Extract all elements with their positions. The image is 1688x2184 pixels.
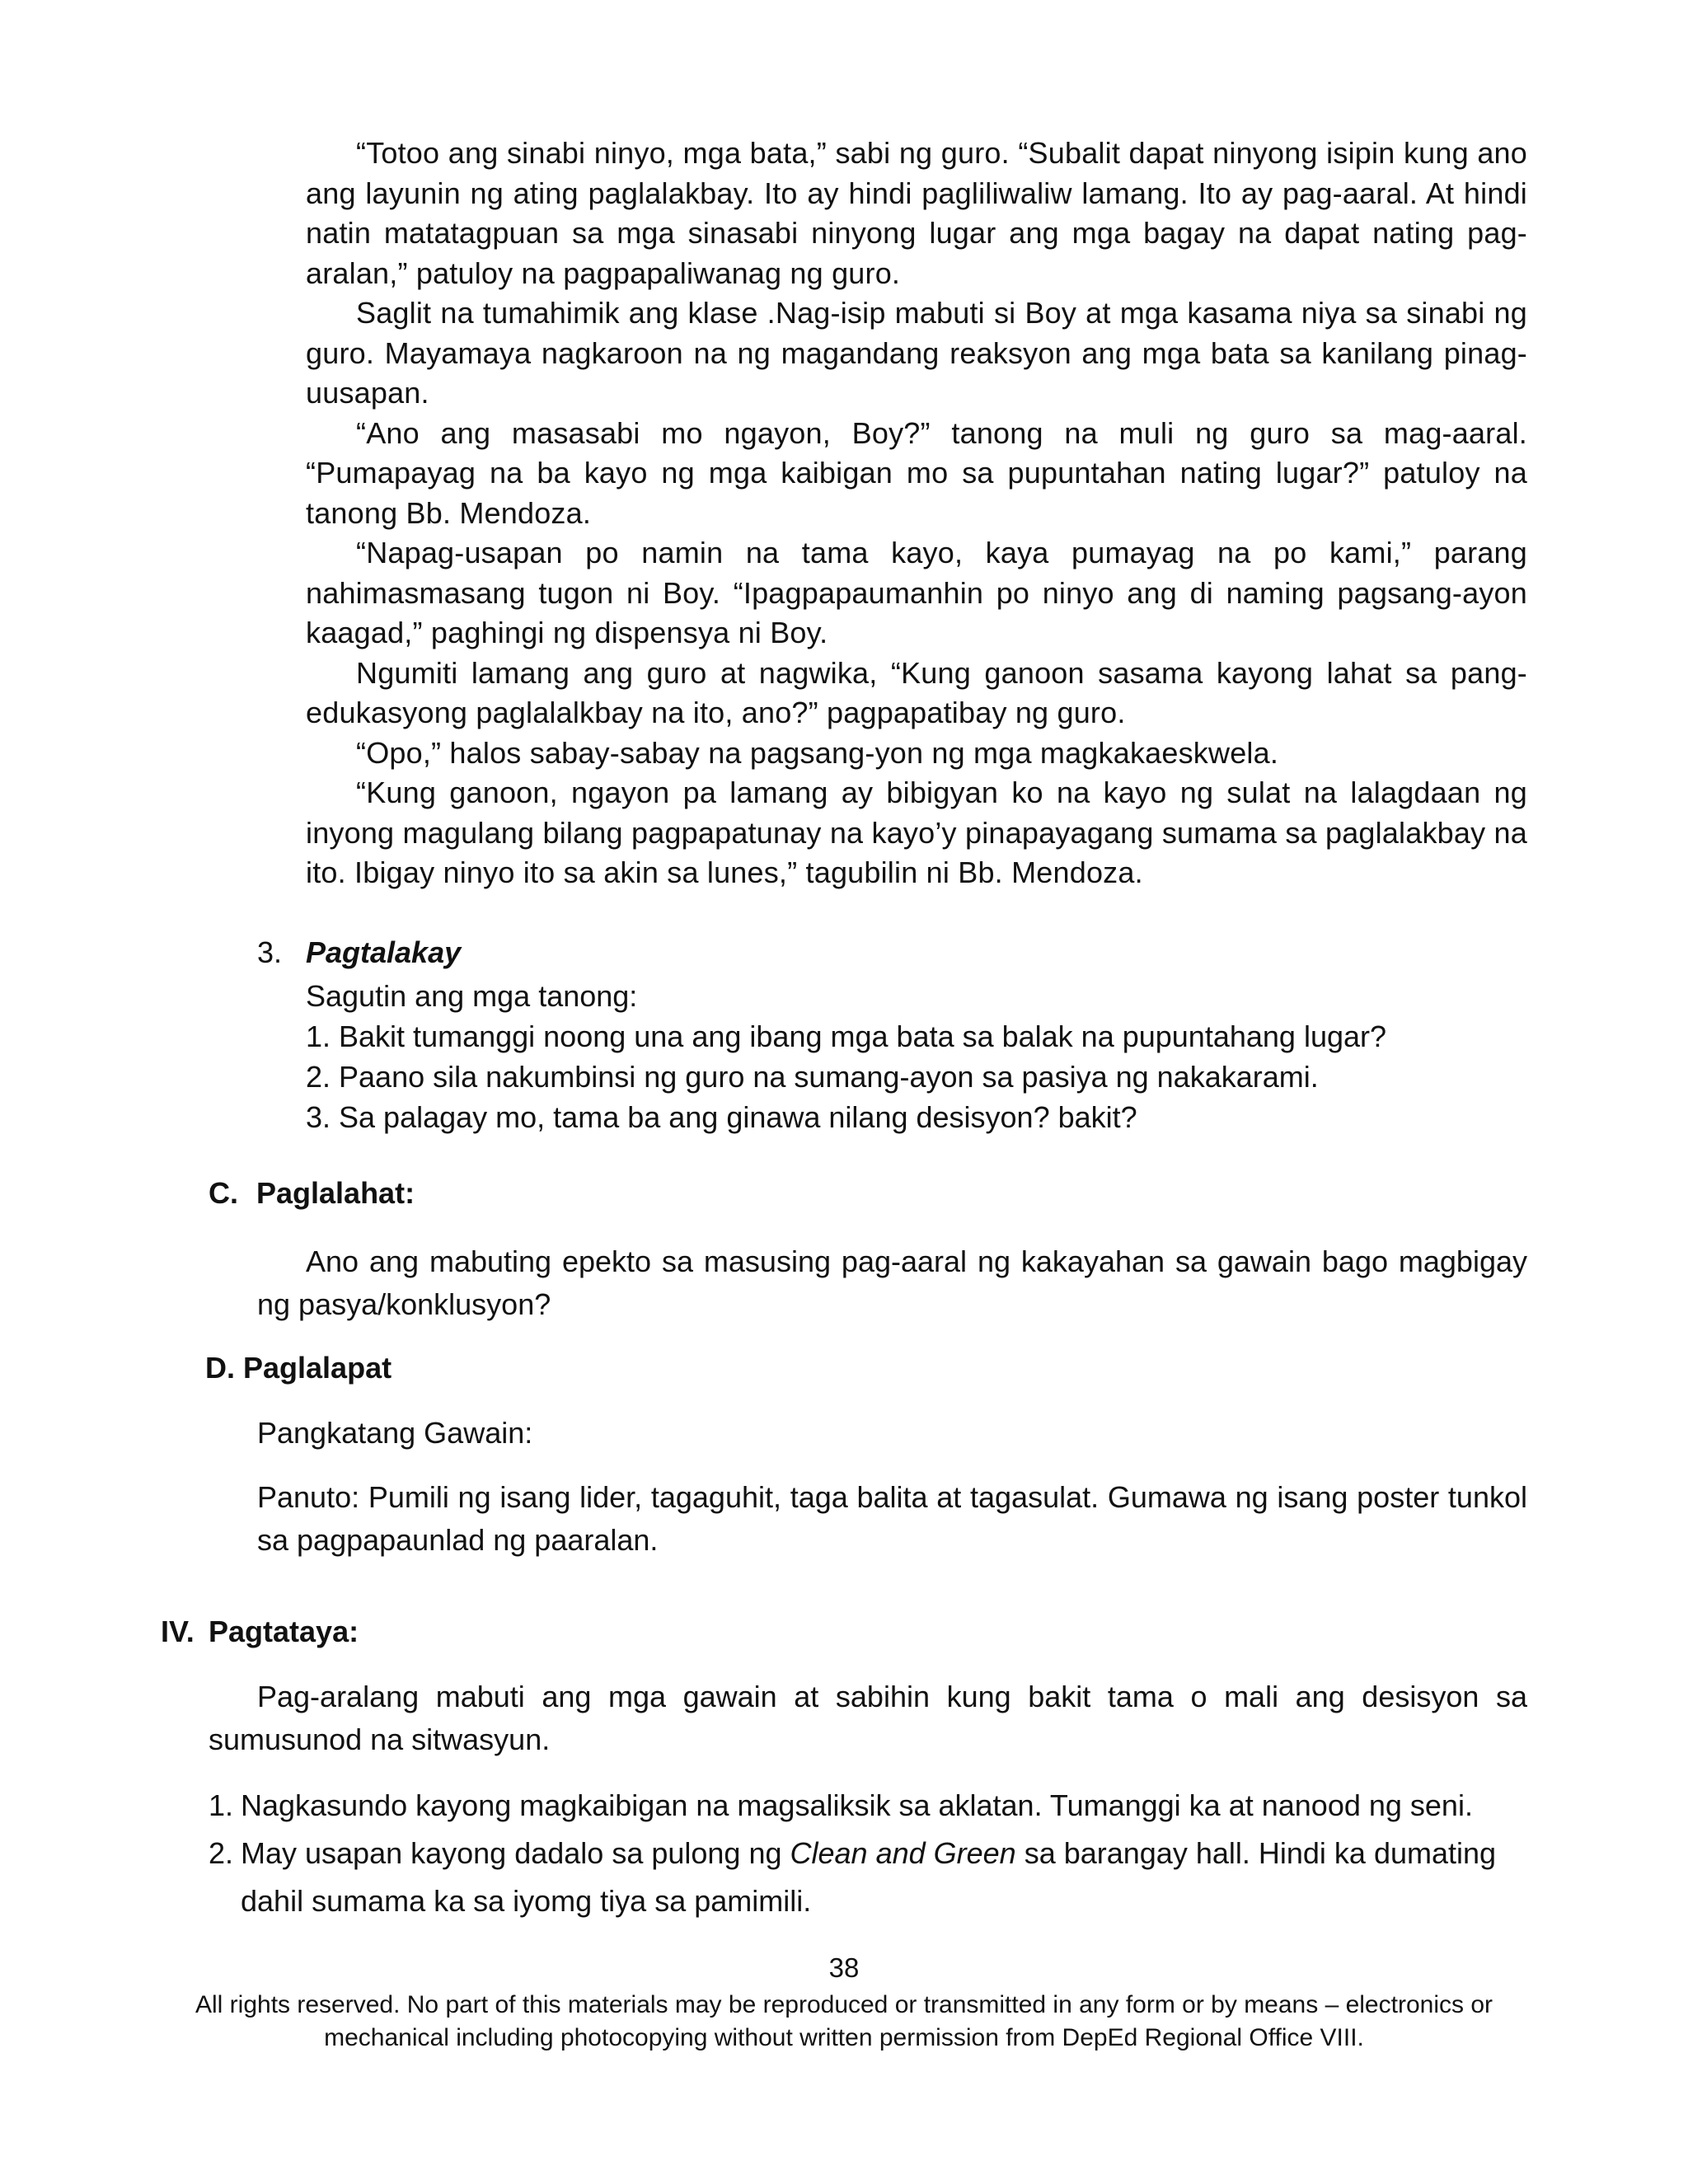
list-item-text-end: sa barangay hall. Hindi ka dumating: [1015, 1836, 1497, 1870]
list-item-text-start: May usapan kayong dadalo sa pulong ng: [241, 1836, 790, 1870]
story-paragraph: “Ano ang masasabi mo ngayon, Boy?” tanong na muli ng guro sa mag-aaral. “Pumapayag na ba kayo ng mga kaibigan mo sa pupuntahan nating lugar?” patuloy na tanong Bb. Mendoza.: [306, 415, 1527, 530]
story-paragraph: Saglit na tumahimik ang klase .Nag-isip mabuti si Boy at mga kasama niya sa sinabi ng guro. Mayamaya nagkaroon na ng magandang reaksyon ang mga bata sa kanilang pinag-uusapan.: [306, 296, 1527, 410]
pagtalakay-questions: [306, 976, 1527, 1137]
copyright-footer: [0, 1989, 1688, 2055]
list-item: [209, 1782, 1527, 1830]
list-item-text-continued: dahil sumama ka sa iyomg tiya sa pamimili.: [241, 1884, 812, 1918]
list-item-number: 1.: [209, 1788, 234, 1822]
paglalapat-heading: D. Paglalapat: [205, 1351, 392, 1385]
pangkatang-gawain-label: Pangkatang Gawain:: [257, 1416, 533, 1450]
pagtalakay-intro: Sagutin ang mga tanong:: [306, 979, 638, 1013]
situation-list: [209, 1782, 1527, 1925]
question-item: 2. Paano sila nakumbinsi ng guro na sumang-ayon sa pasiya ng nakakarami.: [306, 1060, 1319, 1094]
question-item: 1. Bakit tumanggi noong una ang ibang mga bata sa balak na pupuntahang lugar?: [306, 1019, 1387, 1053]
paglalahat-letter: C.: [209, 1176, 238, 1210]
list-item-number: 2.: [209, 1836, 234, 1870]
copyright-line: mechanical including photocopying without written permission from DepEd Regional Office VIII.: [324, 2024, 1364, 2051]
list-item-italic-phrase: Clean and Green: [790, 1836, 1016, 1870]
list-item-text: [241, 1830, 1527, 1877]
story-paragraph: “Kung ganoon, ngayon pa lamang ay bibigyan ko na kayo ng sulat na lalagdaan ng inyong magulang bilang pagpapatunay na kayo’y pinapayagang sumama sa paglalakbay na ito. Ibigay ninyo ito sa akin sa lunes,” tagubilin ni Bb. Mendoza.: [306, 776, 1527, 889]
story-text: [306, 134, 1527, 893]
pagtalakay-title: Pagtalakay: [306, 935, 462, 969]
paglalahat-heading: [209, 1174, 415, 1213]
list-item-text: Nagkasundo kayong magkaibigan na magsaliksik sa aklatan. Tumanggi ka at nanood ng seni.: [241, 1788, 1473, 1822]
pagtalakay-number: 3.: [257, 935, 283, 969]
pagtalakay-heading: [257, 931, 461, 974]
panuto-text: Panuto: Pumili ng isang lider, tagaguhit, taga balita at tagasulat. Gumawa ng isang poster tunkol sa pagpapaunlad ng paaralan.: [257, 1480, 1527, 1557]
pagtataya-title: Pagtataya:: [209, 1615, 359, 1648]
page-number: 38: [828, 1952, 860, 1983]
story-paragraph: Ngumiti lamang ang guro at nagwika, “Kung ganoon sasama kayong lahat sa pang-edukasyong paglalalkbay na ito, ano?” pagpapatibay ng guro.: [306, 655, 1527, 729]
question-item: 3. Sa palagay mo, tama ba ang ginawa nilang desisyon? bakit?: [306, 1100, 1137, 1134]
pagtataya-roman: IV.: [161, 1615, 195, 1648]
story-paragraph: “Napag-usapan po namin na tama kayo, kaya pumayag na po kami,” parang nahimasmasang tugon ni Boy. “Ipagpapaumanhin po ninyo ang di naming pagsang-ayon kaagad,” paghingi ng dispensya ni Boy.: [306, 536, 1527, 649]
paglalahat-body: Ano ang mabuting epekto sa masusing pag-aaral ng kakayahan sa gawain bago magbigay ng pasya/konklusyon?: [257, 1244, 1527, 1321]
paglalahat-title: Paglalahat:: [256, 1176, 415, 1210]
story-paragraph: “Opo,” halos sabay-sabay na pagsang-yon ng mga magkakaeskwela.: [356, 735, 1279, 770]
list-item: [209, 1830, 1527, 1925]
pagtataya-body: Pag-aralang mabuti ang mga gawain at sabihin kung bakit tama o mali ang desisyon sa sumusunod na sitwasyun.: [209, 1680, 1527, 1756]
story-paragraph: “Totoo ang sinabi ninyo, mga bata,” sabi ng guro. “Subalit dapat ninyong isipin kung ano ang layunin ng ating paglalakbay. Ito ay hindi pagliliwaliw lamang. Ito ay pag-aaral. At hindi natin matatagpuan sa mga sinasabi ninyong lugar ang mga bagay na dapat nating pag-aralan,” patuloy na pagpapaliwanag ng guro.: [306, 136, 1527, 290]
copyright-line: All rights reserved. No part of this materials may be reproduced or transmitted in any form or by means – electronics or: [195, 1991, 1493, 2018]
pagtataya-heading: [161, 1612, 359, 1652]
